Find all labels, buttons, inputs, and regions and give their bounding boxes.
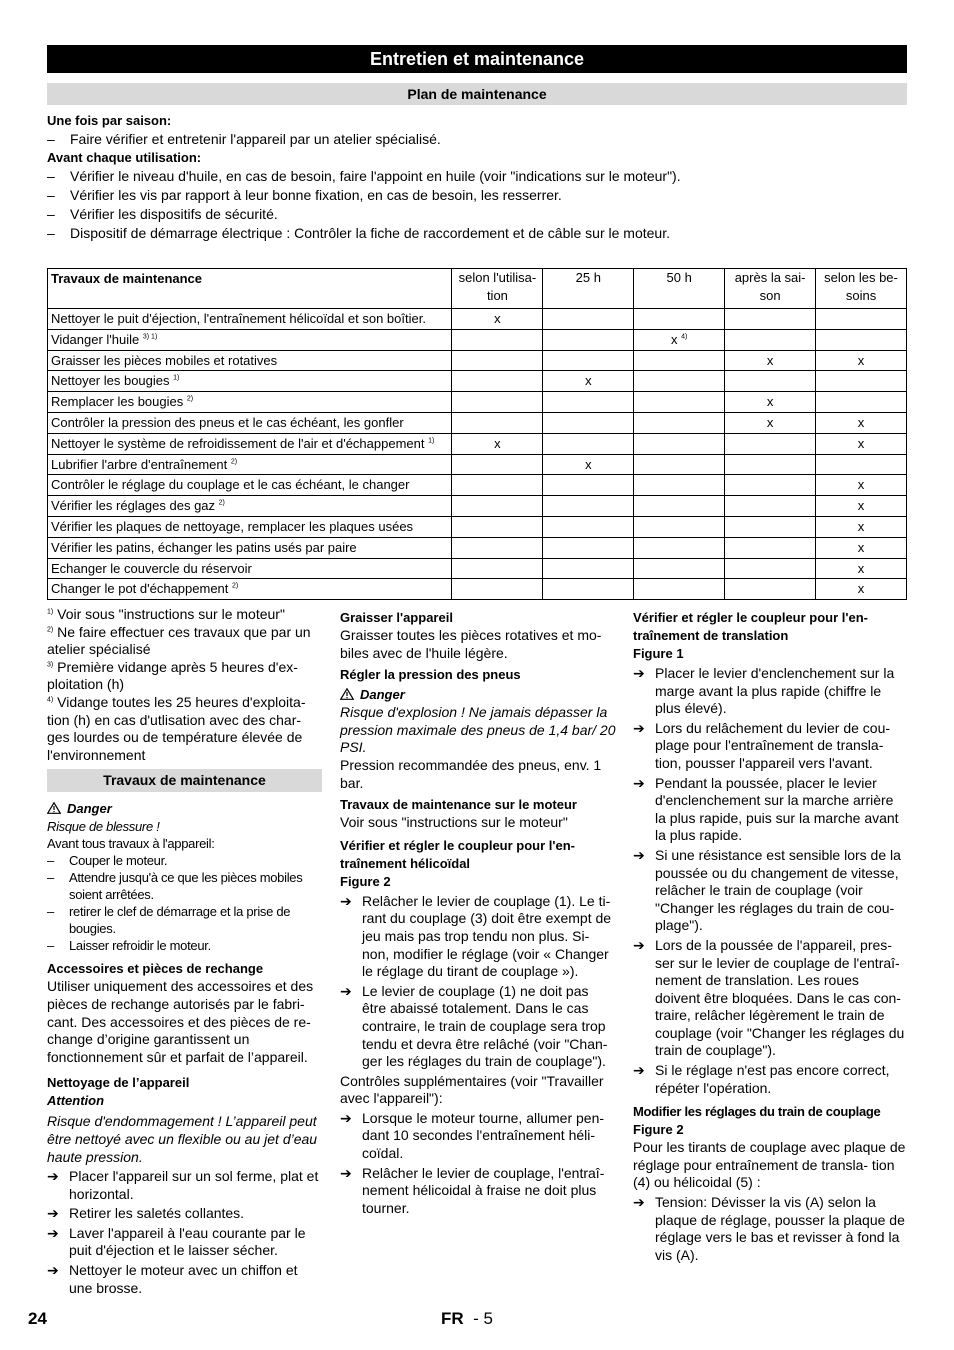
task-cell: Contrôler le réglage du couplage et le cas échéant, le changer: [48, 475, 452, 496]
interval-cell: [452, 475, 543, 496]
grease-heading: Graisser l'appareil: [340, 610, 453, 625]
warning-icon: [47, 802, 61, 814]
interval-cell: [543, 516, 634, 537]
column-header: après la sai- son: [725, 269, 816, 309]
table-row: [48, 516, 907, 537]
danger-label: Danger: [47, 800, 322, 818]
interval-cell: [543, 350, 634, 371]
interval-cell: [452, 454, 543, 475]
danger-text: Risque d'explosion ! Ne jamais dépasser la pression maximale des pneus de 1,4 bar/ 20 PSI.: [340, 704, 616, 756]
arrow-icon: ➔: [340, 1164, 352, 1181]
list-item: ➔ Si une résistance est sensible lors de la poussée ou du changement de vitesse, relâcher le train de couplage (voir "Changer les réglages du train de cou- plage").: [633, 846, 901, 934]
task-cell: Vidanger l'huile $^{3) 1)}$: [48, 329, 452, 350]
accessories-text: Utiliser uniquement des accessoires et des pièces de rechange autorisés par le fabri- cant. Des accessoires et des pièces de re- change d’origine garantissent un fonctionnement sûr et parfait de l’appareil.: [47, 978, 314, 1065]
interval-cell: [634, 579, 725, 600]
maintenance-table: [47, 268, 907, 600]
interval-cell: [816, 309, 907, 330]
task-cell: Remplacer les bougies $^{2)}$: [48, 392, 452, 413]
interval-cell: x: [543, 454, 634, 475]
cleaning-heading: Nettoyage de l’appareil: [47, 1075, 190, 1091]
interval-cell: [634, 475, 725, 496]
interval-cell: [816, 454, 907, 475]
before-all-text: Avant tous travaux à l'appareil:: [47, 836, 215, 852]
interval-cell: [725, 516, 816, 537]
arrow-icon: ➔: [47, 1262, 59, 1279]
interval-cell: [543, 329, 634, 350]
footnote: $^{4)}$ Vidange toutes les 25 heures d'exploita- tion (h) en cas d'utlisation avec des char- ges lourdes ou de température élevée de l'environnement: [47, 693, 306, 763]
list-item: – Laisser refroidir le moteur.: [47, 938, 211, 954]
list-item: ➔ Lors de la poussée de l'appareil, pres- ser sur le levier de couplage de l'entraî- nement de translation. Les roues doivent être bloquées. Dans le cas con- traire, relâcher légèrement le train de couplage (voir "Changer les réglages du train de couplage").: [633, 936, 905, 1059]
interval-cell: [816, 329, 907, 350]
task-cell: Echanger le couvercle du réservoir: [48, 558, 452, 579]
table-row: [48, 392, 907, 413]
interval-cell: [634, 454, 725, 475]
list-item: – Vérifier les vis par rapport à leur bonne fixation, en cas de besoin, les resserrer.: [47, 187, 562, 203]
interval-cell: [452, 329, 543, 350]
column-left: [47, 606, 322, 1297]
season-heading: Une fois par saison:: [47, 113, 172, 128]
figure-label: Figure 2: [633, 1122, 684, 1138]
interval-cell: [634, 392, 725, 413]
interval-cell: [543, 496, 634, 517]
interval-cell: [725, 329, 816, 350]
arrow-icon: ➔: [47, 1205, 59, 1222]
before-use-heading: Avant chaque utilisation:: [47, 150, 202, 165]
interval-cell: [634, 537, 725, 558]
interval-cell: [725, 475, 816, 496]
task-cell: Nettoyer le système de refroidissement de l'air et d'échappement $^{1)}$: [48, 433, 452, 454]
interval-cell: x $^{4)}$: [634, 329, 725, 350]
interval-cell: [452, 579, 543, 600]
interval-cell: x: [816, 537, 907, 558]
list-item: ➔ Relâcher le levier de couplage, l'entraî- nement hélicoidal à fraise ne doit plus tourner.: [340, 1164, 605, 1216]
list-item: ➔ Tension: Dévisser la vis (A) selon la plaque de réglage, pousser la plaque de réglage vers le bas et revisser à fond la vis (A).: [633, 1194, 905, 1263]
list-item: – Vérifier le niveau d'huile, en cas de besoin, faire l'appoint en huile (voir "indications sur le moteur").: [47, 168, 681, 184]
tire-text: Pression recommandée des pneus, env. 1 bar.: [340, 756, 602, 791]
page-number: 24: [28, 1309, 47, 1328]
figure-label: Figure 2: [340, 873, 391, 889]
interval-cell: x: [725, 392, 816, 413]
interval-cell: [634, 309, 725, 330]
list-item: ➔ Lorsque le moteur tourne, allumer pen- dant 10 secondes l'entraînement héli- coïdal.: [340, 1109, 605, 1162]
task-cell: Nettoyer les bougies $^{1)}$: [48, 371, 452, 392]
interval-cell: [543, 433, 634, 454]
table-row: [48, 475, 907, 496]
arrow-icon: ➔: [633, 1194, 645, 1211]
interval-cell: [816, 392, 907, 413]
interval-cell: [725, 579, 816, 600]
interval-cell: x: [452, 433, 543, 454]
arrow-icon: ➔: [633, 665, 645, 681]
interval-cell: x: [543, 371, 634, 392]
interval-cell: x: [816, 433, 907, 454]
interval-cell: [543, 558, 634, 579]
arrow-icon: ➔: [633, 719, 645, 736]
interval-cell: [543, 392, 634, 413]
task-cell: Lubrifier l'arbre d'entraînement $^{2)}$: [48, 454, 452, 475]
task-cell: Vérifier les réglages des gaz $^{2)}$: [48, 496, 452, 517]
interval-cell: [634, 496, 725, 517]
list-item: ➔ Placer l'appareil sur un sol ferme, plat et horizontal.: [47, 1168, 319, 1202]
interval-cell: [452, 412, 543, 433]
list-item: ➔ Placer le levier d'enclenchement sur la marge avant la plus rapide (chiffre le plus élevé).: [633, 665, 895, 717]
list-item: – retirer le clef de démarrage et la prise de bougies.: [47, 904, 291, 937]
interval-cell: [543, 579, 634, 600]
column-header: selon l'utilisa- tion: [452, 269, 543, 309]
danger-text: Risque de blessure !: [47, 819, 160, 835]
interval-cell: [634, 412, 725, 433]
table-row: [48, 329, 907, 350]
modify-text: Pour les tirants de couplage avec plaque de réglage pour entraînement de transla- tion (4) ou hélicoidal (5) :: [633, 1139, 906, 1191]
interval-cell: [452, 350, 543, 371]
interval-cell: x: [725, 350, 816, 371]
list-item: – Couper le moteur.: [47, 853, 168, 869]
interval-cell: [725, 371, 816, 392]
task-cell: Nettoyer le puit d'éjection, l'entraînement hélicoïdal et son boîtier.: [48, 309, 452, 330]
extra-checks-text: Contrôles supplémentaires (voir "Travailler avec l'appareil"):: [340, 1072, 604, 1107]
page-footer: FR - 5: [441, 1309, 493, 1328]
column-middle: [340, 609, 616, 1217]
list-item: ➔ Nettoyer le moteur avec un chiffon et une brosse.: [47, 1262, 298, 1296]
interval-cell: [543, 537, 634, 558]
footnote: $^{2)}$ Ne faire effectuer ces travaux que par un atelier spécialisé: [47, 623, 311, 658]
task-cell: Changer le pot d'échappement $^{2)}$: [48, 579, 452, 600]
task-cell: Graisser les pièces mobiles et rotatives: [48, 350, 452, 371]
interval-cell: [634, 516, 725, 537]
interval-cell: [725, 309, 816, 330]
arrow-icon: ➔: [340, 982, 352, 999]
interval-cell: [452, 392, 543, 413]
engine-heading: Travaux de maintenance sur le moteur: [340, 797, 577, 813]
table-row: [48, 371, 907, 392]
footnote: $^{1)}$ Voir sous "instructions sur le moteur": [47, 606, 285, 622]
arrow-icon: ➔: [47, 1224, 59, 1241]
list-item: ➔ Retirer les saletés collantes.: [47, 1205, 245, 1222]
interval-cell: [634, 371, 725, 392]
task-cell: Vérifier les patins, échanger les patins usés par paire: [48, 537, 452, 558]
interval-cell: x: [816, 496, 907, 517]
interval-cell: [816, 371, 907, 392]
accessories-heading: Accessoires et pièces de rechange: [47, 961, 264, 977]
arrow-icon: ➔: [633, 774, 645, 791]
warning-icon: [340, 688, 354, 700]
figure-label: Figure 1: [633, 646, 684, 661]
list-item: ➔ Le levier de couplage (1) ne doit pas être abaissé totalement. Dans le cas contraire, le train de couplage sera trop tendu et devra être relâché (voir "Chan- ger les réglages du train de couplage").: [340, 982, 608, 1070]
interval-cell: x: [816, 412, 907, 433]
task-cell: Vérifier les plaques de nettoyage, remplacer les plaques usées: [48, 516, 452, 537]
interval-cell: [634, 350, 725, 371]
interval-cell: x: [816, 579, 907, 600]
table-row: [48, 412, 907, 433]
section-title-maintenance-plan: Plan de maintenance: [47, 83, 907, 105]
interval-cell: [452, 516, 543, 537]
modify-heading: Modifier les réglages du train de couplage: [633, 1104, 881, 1120]
interval-cell: [452, 537, 543, 558]
interval-cell: [725, 496, 816, 517]
interval-cell: x: [816, 350, 907, 371]
interval-cell: [452, 496, 543, 517]
interval-cell: [452, 371, 543, 392]
column-header: selon les be- soins: [816, 269, 907, 309]
tire-heading: Régler la pression des pneus: [340, 667, 521, 683]
task-cell: Contrôler la pression des pneus et le cas échéant, les gonfler: [48, 412, 452, 433]
table-row: [48, 433, 907, 454]
table-row: [48, 309, 907, 330]
interval-cell: [725, 433, 816, 454]
table-row: [48, 496, 907, 517]
column-header: 50 h: [634, 269, 725, 309]
engine-text: Voir sous "instructions sur le moteur": [340, 814, 568, 831]
interval-cell: [452, 558, 543, 579]
page-title: Entretien et maintenance: [47, 45, 907, 73]
interval-cell: [634, 558, 725, 579]
list-item: ➔ Relâcher le levier de couplage (1). Le ti- rant du couplage (3) doit être exempt de jeu mais pas trop tendu non plus. Si- non, modifier le réglage (voir « Changer le réglage du tirant de couplage »).: [340, 892, 612, 980]
arrow-icon: ➔: [340, 1109, 352, 1126]
table-header-row: [48, 269, 907, 309]
interval-cell: [543, 412, 634, 433]
arrow-icon: ➔: [633, 846, 645, 863]
arrow-icon: ➔: [633, 1062, 645, 1079]
arrow-icon: ➔: [633, 936, 645, 953]
interval-cell: [725, 454, 816, 475]
interval-cell: [543, 309, 634, 330]
table-row: [48, 558, 907, 579]
interval-cell: x: [816, 475, 907, 496]
translation-heading: Vérifier et régler le coupleur pour l'en- traînement de translation: [633, 610, 868, 643]
table-row: [48, 537, 907, 558]
table-row: [48, 454, 907, 475]
grease-text: Graisser toutes les pièces rotatives et mo- biles avec de l'huile légère.: [340, 627, 602, 661]
list-item: ➔ Si le réglage n'est pas encore correct, répéter l'opération.: [633, 1062, 890, 1096]
attention-text: Risque d'endommagement ! L’appareil peut être nettoyé avec un flexible ou au jet d’eau haute pression.: [47, 1113, 318, 1165]
danger-label: Danger: [340, 686, 616, 704]
arrow-icon: ➔: [340, 892, 352, 909]
intro-section: [47, 112, 907, 243]
interval-cell: x: [725, 412, 816, 433]
interval-cell: [543, 475, 634, 496]
section-title-maintenance-work: Travaux de maintenance: [47, 769, 322, 792]
interval-cell: [725, 537, 816, 558]
list-item: – Attendre jusqu'à ce que les pièces mobiles soient arrêtées.: [47, 870, 303, 903]
interval-cell: x: [452, 309, 543, 330]
interval-cell: x: [816, 558, 907, 579]
column-header-task: Travaux de maintenance: [48, 269, 452, 309]
attention-label: Attention: [47, 1093, 105, 1109]
list-item: ➔ Pendant la poussée, placer le levier d'enclenchement sur la marche arrière la plus rapide, puis sur la marche avant la plus rapide.: [633, 774, 899, 844]
list-item: – Vérifier les dispositifs de sécurité.: [47, 206, 278, 222]
interval-cell: [634, 433, 725, 454]
helicoidal-heading: Vérifier et régler le coupleur pour l'en- traînement hélicoïdal: [340, 837, 575, 871]
column-header: 25 h: [543, 269, 634, 309]
list-item: – Faire vérifier et entretenir l'appareil par un atelier spécialisé.: [47, 131, 441, 147]
arrow-icon: ➔: [47, 1168, 59, 1185]
column-right: [633, 609, 907, 1264]
footnote: $^{3)}$ Première vidange après 5 heures d'ex- ploitation (h): [47, 658, 298, 693]
table-row: [48, 350, 907, 371]
interval-cell: x: [816, 516, 907, 537]
list-item: ➔ Lors du relâchement du levier de cou- plage pour l'entraînement de transla- tion, pousser l'appareil vers l'avant.: [633, 719, 891, 771]
list-item: ➔ Laver l'appareil à l'eau courante par le puit d'éjection et le laisser sécher.: [47, 1224, 306, 1259]
interval-cell: [725, 558, 816, 579]
list-item: – Dispositif de démarrage électrique : Contrôler la fiche de raccordement et de câble sur le moteur.: [47, 225, 670, 241]
table-row: [48, 579, 907, 600]
